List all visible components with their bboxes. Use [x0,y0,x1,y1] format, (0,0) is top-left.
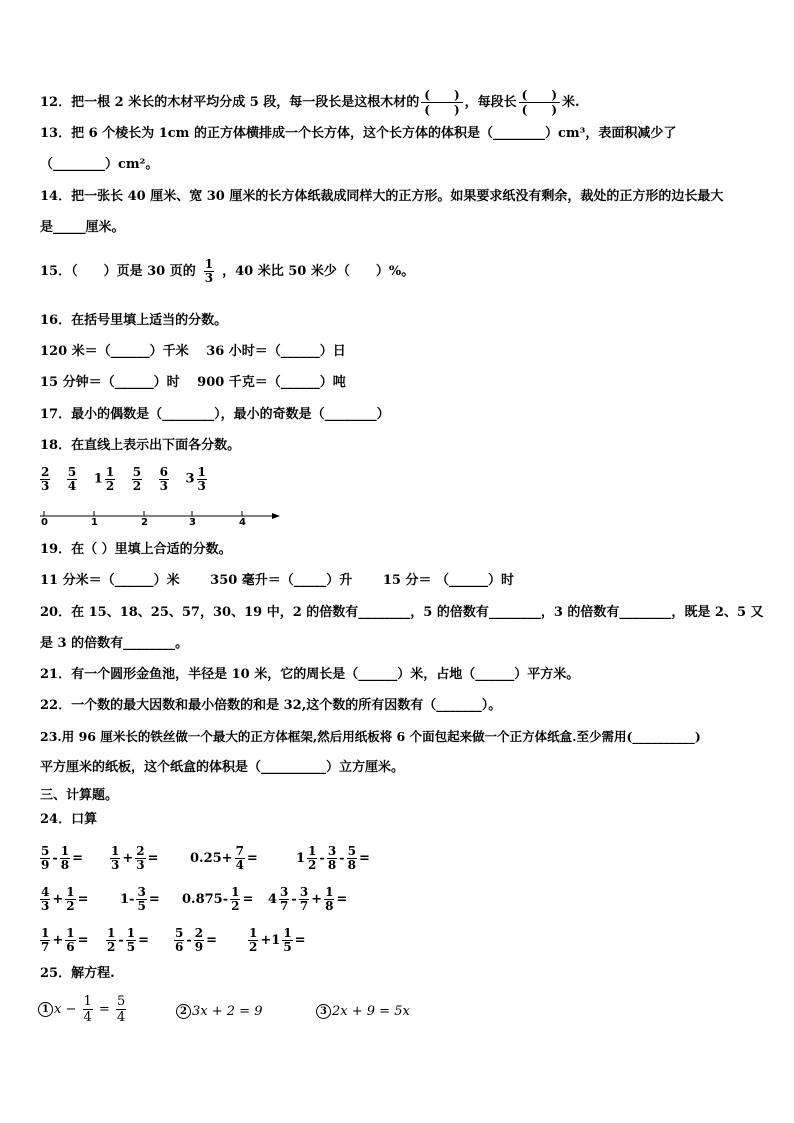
oral-calc-item: 0.875- $\frac{1}{2}$ = [182,885,254,913]
question-16-row1: 120 米＝（______）千米 36 小时＝（______）日 [40,344,346,359]
equation-3: 3 2x + 9 = 5x [316,1004,410,1019]
question-19-title: 19．在（ ）里填上合适的分数。 [40,542,232,557]
number-line-tick-label: 2 [141,517,148,528]
question-20-line2: 是 3 的倍数有________。 [40,636,189,651]
question-20-line1: 20．在 15、18、25、57，30、19 中，2 的倍数有________，5 的倍数有________，3 的倍数有________，既是 2、5 又 [40,605,764,620]
oral-calc-item: $\frac{1}{2}$ +1 $\frac{1}{5}$ = [249,926,306,954]
section-heading: 三、计算题。 [40,788,119,803]
question-12: 12．把一根 2 米长的木材平均分成 5 段，每一段长是这根木材的 $\frac{( )}{( )}$ ，每段长 $\frac{( )}{( )}$ 米. [40,88,580,117]
oral-calc-item: 0.25+ $\frac{7}{4}$ = [190,844,258,872]
oral-calc-item: $\frac{5}{9}$ - $\frac{1}{8}$ = [41,844,84,872]
question-14-line1: 14．把一张长 40 厘米、宽 30 厘米的长方体纸裁成同样大的正方形。如果要求纸没有剩余，裁处的正方形的边长最大 [40,189,724,204]
number-line-tick-label: 3 [189,517,196,528]
question-24-title: 24．口算 [40,812,98,827]
oral-calc-item: $\frac{1}{2}$ - $\frac{1}{5}$ = [107,926,150,954]
question-13-line2: （________）cm²。 [40,157,159,172]
question-25-title: 25．解方程. [40,966,115,981]
number-line-tick-label: 1 [91,517,98,528]
oral-calc-item: 4 $\frac{3}{7}$ - $\frac{3}{7}$ + $\frac{1}{8}$ = [268,885,348,913]
oral-calc-item: $\frac{1}{3}$ + $\frac{2}{3}$ = [111,844,159,872]
equation-2: 2 3x + 2 = 9 [176,1004,262,1019]
question-16-row2: 15 分钟＝（______）时 900 千克＝（______）吨 [40,375,346,390]
oral-calc-item: $\frac{1}{7}$ + $\frac{1}{6}$ = [41,926,89,954]
mixed-number: 3 $\frac{1}{3}$ [185,465,206,493]
number-line [36,508,286,532]
question-23-line1: 23.用 96 厘米长的铁丝做一个最大的正方体框架,然后用纸板将 6 个面包起来做一个正方体纸盒.至少需用(__________) [40,729,701,744]
question-15: 15．（ ）页是 30 页的 $\frac{1}{3}$ ，40 米比 50 米少（ ）%。 [40,257,415,285]
number-line-tick-label: 4 [239,517,246,528]
question-17: 17．最小的偶数是（________），最小的奇数是（________） [40,407,390,422]
answer-fraction-blank[interactable]: $\frac{( )}{( )}$ [519,88,560,117]
question-16-title: 16．在括号里填上适当的分数。 [40,313,228,328]
question-18-title: 18．在直线上表示出下面各分数。 [40,438,241,453]
circled-number: 3 [316,1004,331,1019]
answer-fraction-blank[interactable]: $\frac{( )}{( )}$ [421,88,462,117]
question-21: 21．有一个圆形金鱼池，半径是 10 米，它的周长是（______）米，占地（______）平方米。 [40,667,580,682]
question-13-line1: 13．把 6 个棱长为 1cm 的正方体横排成一个长方体，这个长方体的体积是（________）cm³，表面积减少了 [40,126,677,141]
question-22: 22．一个数的最大因数和最小倍数的和是 32,这个数的所有因数有（_______）。 [40,698,502,713]
equation-1: 1 x − $\frac{1}{4}$ = $\frac{5}{4}$ [38,994,128,1025]
fraction-list [38,466,209,493]
mixed-number: 1 $\frac{1}{2}$ [93,465,115,493]
fraction: $\frac{5}{2}$ [132,465,142,493]
fraction: $\frac{6}{3}$ [159,465,168,493]
oral-calc-item: $\frac{4}{3}$ + $\frac{1}{2}$ = [41,885,89,913]
number-line-tick-label: 0 [41,517,48,528]
oral-calc-item: $\frac{5}{6}$ - $\frac{2}{9}$ = [175,926,218,954]
circled-number: 1 [38,1002,53,1017]
question-14-line2: 是_____厘米。 [40,220,125,235]
question-23-line2: 平方厘米的纸板，这个纸盒的体积是（__________）立方厘米。 [40,760,405,775]
question-19-row: 11 分米＝（______）米 350 毫升＝（_____）升 15 分＝ （______）时 [40,573,514,588]
fraction: $\frac{5}{4}$ [67,465,77,493]
fraction: $\frac{1}{3}$ [204,257,214,285]
fraction: $\frac{2}{3}$ [41,465,50,493]
circled-number: 2 [176,1004,191,1019]
oral-calc-item: 1 $\frac{1}{2}$ - $\frac{3}{8}$ - $\frac{5}{8}$ = [296,844,370,872]
oral-calc-item: 1- $\frac{3}{5}$ = [120,885,160,913]
